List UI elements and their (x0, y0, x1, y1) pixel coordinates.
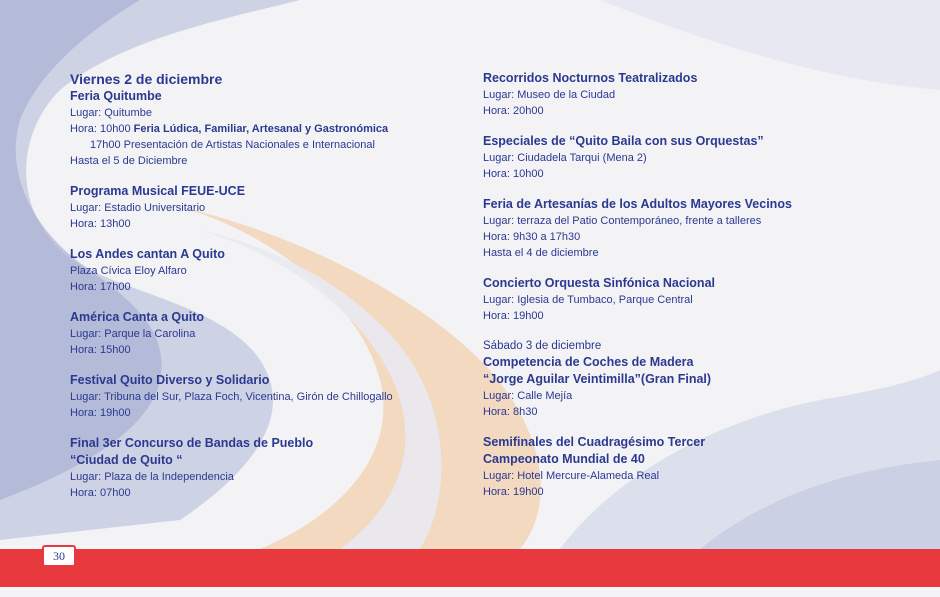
footer-bar (0, 549, 940, 587)
event-festival-diverso (70, 372, 470, 421)
event-time: Hora: 10h00 (483, 168, 544, 180)
event-location: Lugar: Iglesia de Tumbaco, Parque Central (483, 294, 693, 306)
event-location: Plaza Cívica Eloy Alfaro (70, 265, 187, 277)
event-america-canta (70, 309, 470, 358)
event-time: Hora: 19h00 (483, 310, 544, 322)
event-location: Lugar: Estadio Universitario (70, 202, 206, 214)
event-title: Final 3er Concurso de Bandas de Pueblo (70, 436, 314, 450)
event-time-detail: 17h00 Presentación de Artistas Nacionales e Internacional (90, 139, 375, 151)
event-title: Programa Musical FEUE-UCE (70, 184, 246, 198)
event-time: Hora: 15h00 (70, 344, 131, 356)
event-time: Hora: 8h30 (483, 406, 538, 418)
event-title: Recorridos Nocturnos Teatralizados (483, 71, 698, 85)
event-location: Lugar: terraza del Patio Contemporáneo, frente a talleres (483, 215, 762, 227)
event-title: Competencia de Coches de Madera (483, 355, 694, 369)
event-time: Hora: 17h00 (70, 281, 131, 293)
event-feria-quitumbe (70, 88, 470, 169)
event-los-andes (70, 246, 470, 295)
event-quito-baila (483, 133, 913, 182)
event-recorridos-nocturnos (483, 70, 913, 119)
event-location: Lugar: Quitumbe (70, 107, 152, 119)
right-column (483, 70, 913, 514)
event-time: Hora: 20h00 (483, 105, 544, 117)
event-location: Lugar: Ciudadela Tarqui (Mena 2) (483, 152, 647, 164)
event-programa-musical (70, 183, 470, 232)
event-time: Hora: 19h00 (70, 407, 131, 419)
event-until: Hasta el 4 de diciembre (483, 247, 599, 259)
event-title: Feria Quitumbe (70, 89, 162, 103)
event-subtitle: Campeonato Mundial de 40 (483, 452, 645, 466)
day-heading: Viernes 2 de diciembre (70, 71, 223, 87)
event-location: Lugar: Tribuna del Sur, Plaza Foch, Vicentina, Girón de Chillogallo (70, 391, 393, 403)
event-title: Feria de Artesanías de los Adultos Mayores Vecinos (483, 197, 792, 211)
event-title: Los Andes cantan A Quito (70, 247, 225, 261)
event-bandas-de-pueblo (70, 435, 470, 501)
event-title: Festival Quito Diverso y Solidario (70, 373, 270, 387)
event-title: Especiales de “Quito Baila con sus Orquestas” (483, 134, 764, 148)
event-until: Hasta el 5 de Diciembre (70, 155, 188, 167)
page-number-tail (50, 565, 60, 572)
day-subheading: Sábado 3 de diciembre (483, 340, 602, 352)
left-column (70, 70, 470, 515)
event-subtitle: “Ciudad de Quito “ (70, 453, 183, 467)
event-title: Semifinales del Cuadragésimo Tercer (483, 435, 706, 449)
event-title: América Canta a Quito (70, 310, 205, 324)
event-feria-artesanias (483, 196, 913, 261)
event-time: Hora: 9h30 a 17h30 (483, 231, 581, 243)
event-location: Lugar: Hotel Mercure-Alameda Real (483, 470, 660, 482)
event-time: Hora: 10h00 Feria Lúdica, Familiar, Artesanal y Gastronómica (70, 123, 389, 135)
event-campeonato-40 (483, 434, 913, 500)
event-location: Lugar: Calle Mejía (483, 390, 573, 402)
event-time: Hora: 13h00 (70, 218, 131, 230)
event-location: Lugar: Parque la Carolina (70, 328, 196, 340)
page-number: 30 (42, 545, 76, 567)
event-title: Concierto Orquesta Sinfónica Nacional (483, 276, 715, 290)
event-time: Hora: 19h00 (483, 486, 544, 498)
event-subtitle: “Jorge Aguilar Veintimilla”(Gran Final) (483, 372, 712, 386)
event-location: Lugar: Museo de la Ciudad (483, 89, 616, 101)
event-time: Hora: 07h00 (70, 487, 131, 499)
event-location: Lugar: Plaza de la Independencia (70, 471, 234, 483)
event-coches-de-madera (483, 338, 913, 420)
event-concierto-orquesta (483, 275, 913, 324)
